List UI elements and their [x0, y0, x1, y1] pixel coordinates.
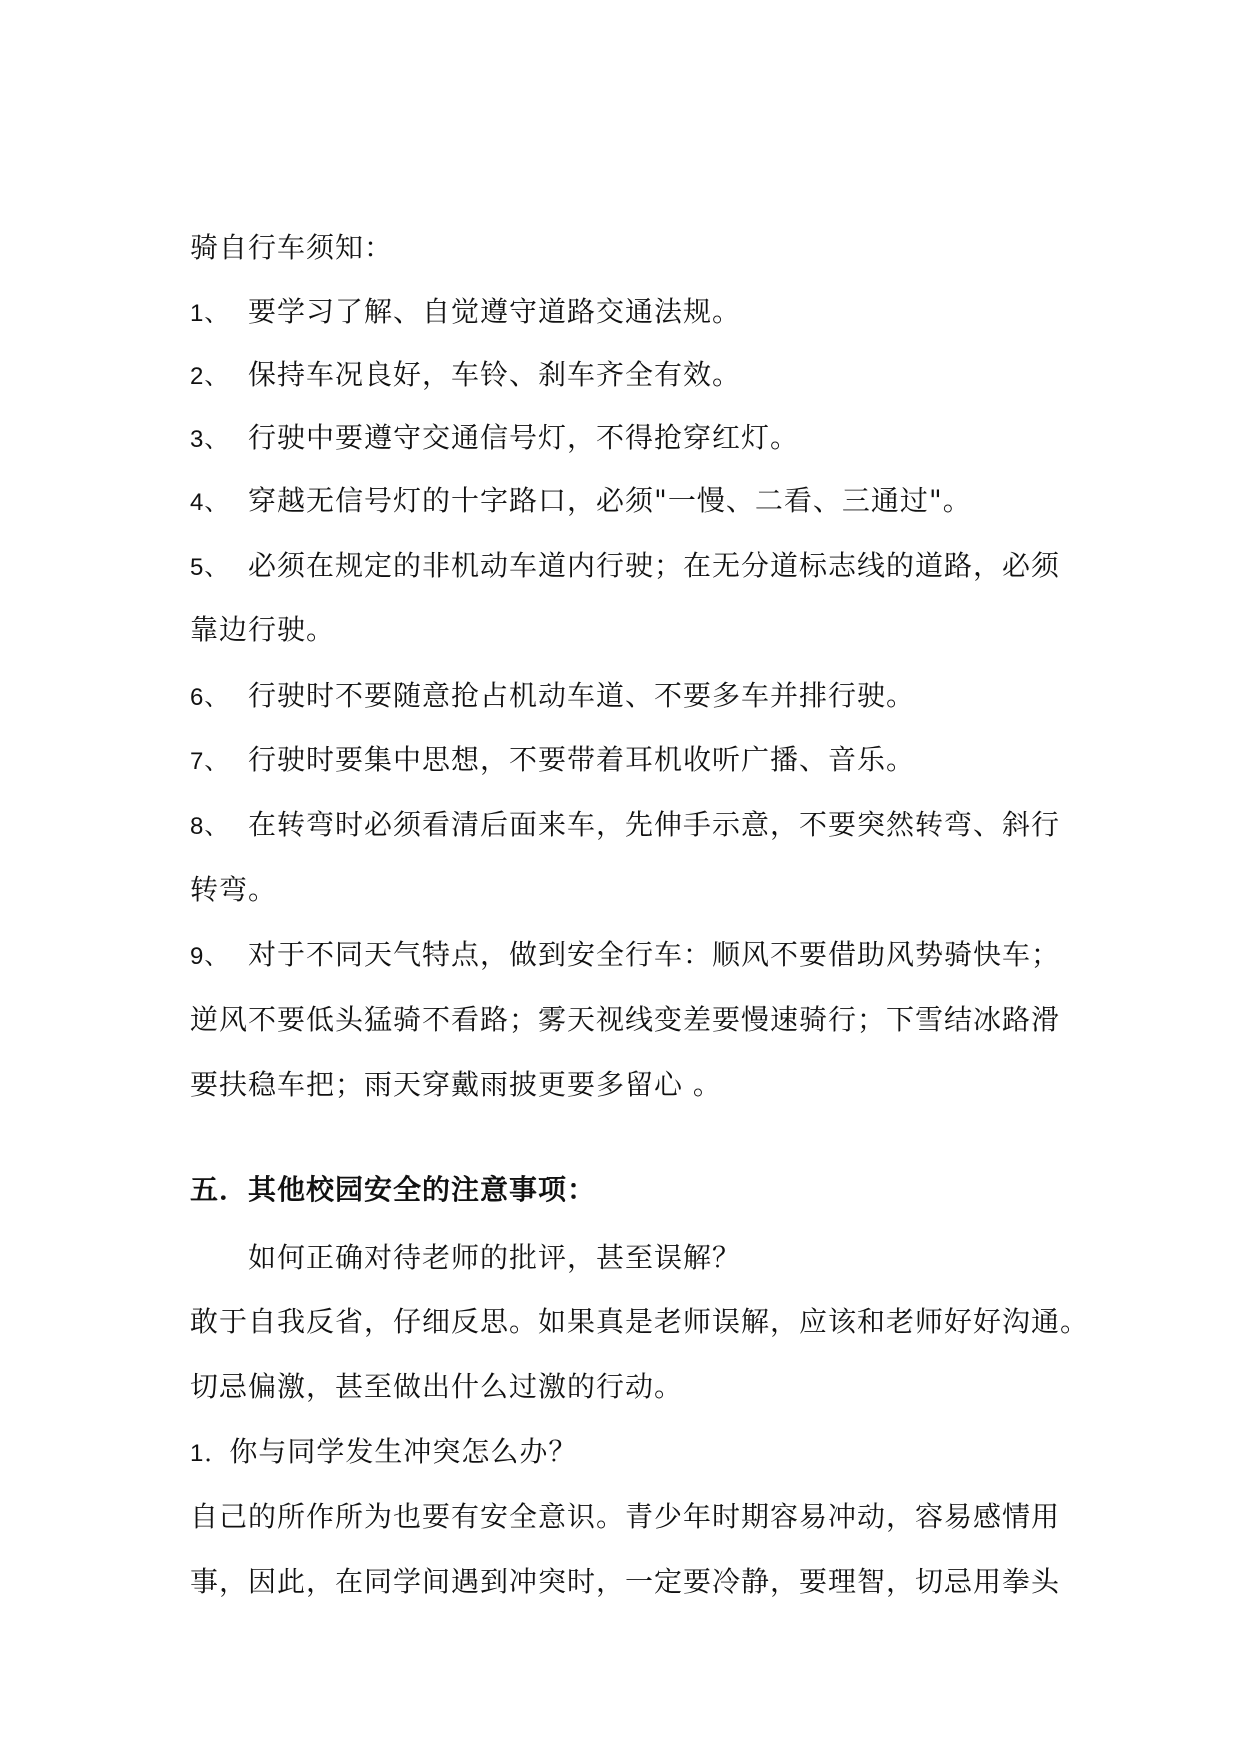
rule-text: 在转弯时必须看清后面来车，先伸手示意，不要突然转弯、斜行 — [248, 808, 1061, 841]
rule-item-8-continued: 转弯。 — [190, 873, 278, 906]
rule-number: 4、 — [190, 489, 230, 516]
rule-item-2 — [190, 355, 1070, 395]
rule-item-9 — [190, 935, 1070, 975]
rule-text: 保持车况良好，车铃、刹车齐全有效。 — [248, 358, 742, 391]
rule-item-5-continued: 靠边行驶。 — [190, 613, 336, 646]
rule-item-1 — [190, 292, 1070, 332]
rule-number: 6、 — [190, 684, 230, 711]
rule-item-9-continued-2: 要扶稳车把；雨天穿戴雨披更要多留心 。 — [190, 1068, 722, 1101]
rule-text: 行驶时要集中思想，不要带着耳机收听广播、音乐。 — [248, 743, 916, 776]
answer-teacher-line-1: 敢于自我反省，仔细反思。如果真是老师误解，应该和老师好好沟通。 — [190, 1305, 1090, 1338]
section-heading: 五．其他校园安全的注意事项： — [190, 1173, 597, 1206]
question-number: 1． — [190, 1440, 230, 1467]
rule-item-9-continued: 逆风不要低头猛骑不看路；雾天视线变差要慢速骑行；下雪结冰路滑 — [190, 1003, 1061, 1036]
rule-item-6 — [190, 676, 1070, 716]
question-teacher-criticism: 如何正确对待老师的批评，甚至误解？ — [248, 1241, 742, 1274]
rule-item-3 — [190, 418, 1070, 458]
answer-conflict-line-1: 自己的所作所为也要有安全意识。青少年时期容易冲动，容易感情用 — [190, 1500, 1061, 1533]
rule-number: 1、 — [190, 300, 230, 327]
rule-text: 行驶中要遵守交通信号灯，不得抢穿红灯。 — [248, 421, 800, 454]
rule-text: 穿越无信号灯的十字路口，必须"一慢、二看、三通过"。 — [248, 484, 972, 517]
rule-text: 对于不同天气特点，做到安全行车：顺风不要借助风势骑快车； — [248, 938, 1061, 971]
rule-number: 2、 — [190, 363, 230, 390]
rule-item-8 — [190, 805, 1070, 845]
answer-conflict-line-2: 事，因此，在同学间遇到冲突时，一定要冷静，要理智，切忌用拳头 — [190, 1565, 1061, 1598]
rule-number: 7、 — [190, 748, 230, 775]
rule-item-4 — [190, 481, 1070, 521]
rule-number: 5、 — [190, 554, 230, 581]
rule-number: 3、 — [190, 426, 230, 453]
answer-teacher-line-2: 切忌偏激，甚至做出什么过激的行动。 — [190, 1370, 684, 1403]
rule-text: 要学习了解、自觉遵守道路交通法规。 — [248, 295, 742, 328]
question-classmate-conflict — [190, 1432, 1070, 1472]
rule-item-5 — [190, 546, 1070, 586]
document-title: 骑自行车须知： — [190, 231, 394, 264]
rule-text: 必须在规定的非机动车道内行驶；在无分道标志线的道路，必须 — [248, 549, 1061, 582]
question-text: 你与同学发生冲突怎么办？ — [229, 1435, 578, 1468]
rule-text: 行驶时不要随意抢占机动车道、不要多车并排行驶。 — [248, 679, 916, 712]
rule-number: 9、 — [190, 943, 230, 970]
rule-item-7 — [190, 740, 1070, 780]
rule-number: 8、 — [190, 813, 230, 840]
